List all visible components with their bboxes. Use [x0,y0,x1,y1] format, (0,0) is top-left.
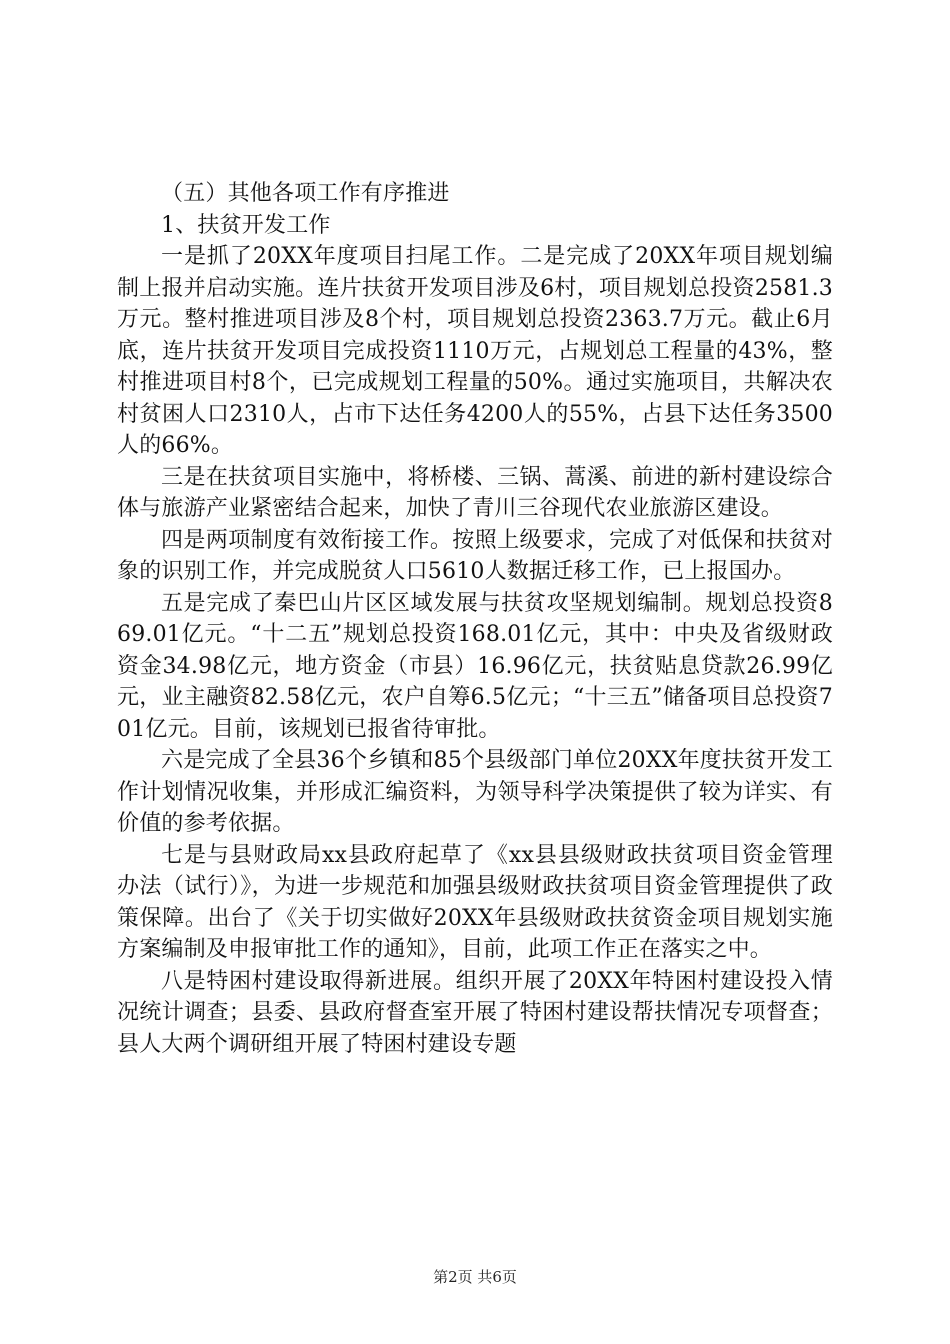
body-paragraph: 七是与县财政局xx县政府起草了《xx县县级财政扶贫项目资金管理办法（试行）》，为进一步规范和加强县级财政扶贫项目资金管理提供了政策保障。出台了《关于切实做好20XX年县级财政扶贫资金项目规划实施方案编制及申报审批工作的通知》，目前，此项工作正在落实之中。 [117,842,833,962]
body-paragraph: 五是完成了秦巴山片区区域发展与扶贫攻坚规划编制。规划总投资869.01亿元。“十二五”规划总投资168.01亿元，其中：中央及省级财政资金34.98亿元，地方资金（市县）16.96亿元，扶贫贴息贷款26.99亿元，业主融资82.58亿元，农户自筹6.5亿元；“十三五”储备项目总投资701亿元。目前，该规划已报省待审批。 [117,590,833,742]
subsection-heading: 1、扶贫开发工作 [161,212,331,238]
page-number-footer: 第2页 共6页 [433,1268,517,1286]
body-paragraph: 四是两项制度有效衔接工作。按照上级要求，完成了对低保和扶贫对象的识别工作，并完成脱贫人口5610人数据迁移工作，已上报国办。 [117,527,833,584]
section-heading: （五）其他各项工作有序推进 [161,181,450,206]
body-paragraph: 一是抓了20XX年度项目扫尾工作。二是完成了20XX年项目规划编制上报并启动实施。连片扶贫开发项目涉及6村，项目规划总投资2581.3万元。整村推进项目涉及8个村，项目规划总投资2363.7万元。截止6月底，连片扶贫开发项目完成投资1110万元，占规划总工程量的43%，整村推进项目村8个，已完成规划工程量的50%。通过实施项目，共解决农村贫困人口2310人，占市下达任务4200人的55%，占县下达任务3500人的66%。 [117,244,833,458]
body-paragraph: 六是完成了全县36个乡镇和85个县级部门单位20XX年度扶贫开发工作计划情况收集，并形成汇编资料，为领导科学决策提供了较为详实、有价值的参考依据。 [117,748,833,836]
document-body [117,178,833,1060]
body-paragraph: 八是特困村建设取得新进展。组织开展了20XX年特困村建设投入情况统计调查；县委、县政府督查室开展了特困村建设帮扶情况专项督查；县人大两个调研组开展了特困村建设专题 [117,968,833,1057]
body-paragraph: 三是在扶贫项目实施中，将桥楼、三锅、蒿溪、前进的新村建设综合体与旅游产业紧密结合起来，加快了青川三谷现代农业旅游区建设。 [117,464,833,521]
